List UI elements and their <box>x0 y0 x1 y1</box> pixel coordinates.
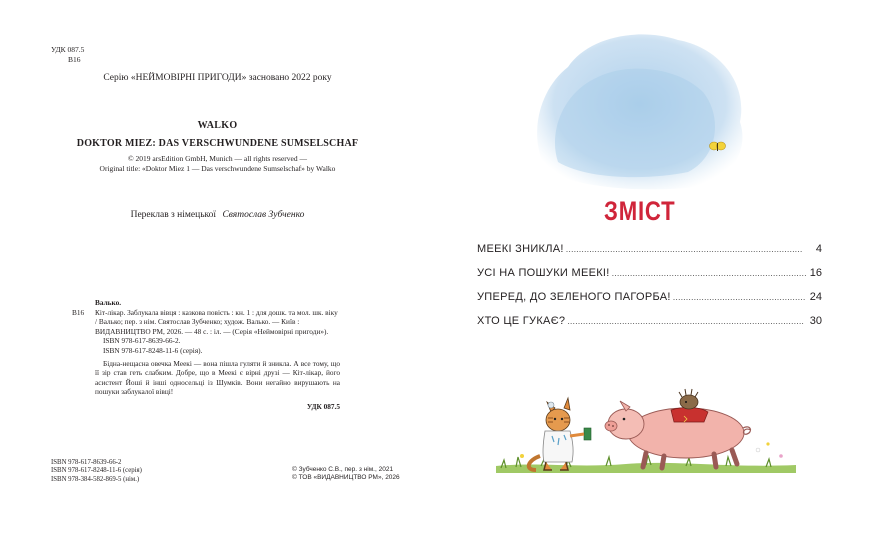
table-of-contents <box>477 241 822 337</box>
bbk-code: В16 <box>68 55 81 64</box>
copyright-line: © 2019 arsEdition GmbH, Munich — all rights reserved — <box>127 154 307 163</box>
meadow-illustration <box>496 378 801 478</box>
isbn-line: ISBN 978-384-582-869-5 (нім.) <box>51 475 140 483</box>
udk-code: УДК 087.5 <box>51 45 85 54</box>
toc-entry-page: 4 <box>815 243 822 255</box>
toc-entry-title: УСІ НА ПОШУКИ МЕЕКІ! <box>477 267 610 279</box>
toc-entry-page: 30 <box>809 315 822 327</box>
toc-entry[interactable] <box>477 313 822 337</box>
translator-name: Святослав Зубченко <box>222 210 305 220</box>
toc-leader-dots <box>567 313 806 329</box>
catalog-annotation: Бідна-нещасна овечка Меекі — вона пішла гуляти й зникла. А все тому, що її зір став геть слабким. Добре, що в Меекі є вірні друзі — Кіт-лікар, його асистент Йоші й інші односельці із Шумків. Вони негайно вирушають на пошуки заблукалої вівці! <box>95 358 340 397</box>
catalog-isbn: ISBN 978-617-8639-66-2. <box>103 336 181 346</box>
toc-entry-title: УПЕРЕД, ДО ЗЕЛЕНОГО ПАГОРБА! <box>477 291 671 303</box>
toc-leader-dots <box>612 265 806 281</box>
title-block <box>0 120 435 174</box>
original-title: DOKTOR MIEZ: DAS VERSCHWUNDENE SUMSELSCHAF <box>76 138 359 149</box>
toc-entry[interactable] <box>477 289 822 313</box>
catalog-record <box>72 298 340 412</box>
translator-line <box>0 210 435 220</box>
toc-entry[interactable] <box>477 241 822 265</box>
catalog-code: В16 <box>72 308 85 317</box>
author-name: WALKO <box>197 120 238 131</box>
cloud-illustration <box>528 22 753 192</box>
toc-entry-page: 24 <box>809 291 822 303</box>
toc-leader-dots <box>566 241 806 257</box>
copyright-notices <box>292 466 400 482</box>
catalog-udk: УДК 087.5 <box>306 401 340 411</box>
isbn-list <box>51 459 142 484</box>
pig-illustration <box>605 401 751 468</box>
toc-entry-title: МЕЕКІ ЗНИКЛА! <box>477 243 564 255</box>
butterfly-icon <box>709 140 727 154</box>
catalog-description: Кіт-лікар. Заблукала вівця : казкова повість : кн. 1 : для дошк. та мол. шк. віку / Валько; пер. з нім. Святослав Зубченко; худож. Валько. — Київ : ВИДАВНИЦТВО РМ, 2026. — 48 с. : іл. — (Серія «Неймовірні пригоди»). <box>95 307 338 336</box>
catalog-author: Валько. <box>95 298 122 307</box>
series-note: Серію «НЕЙМОВІРНІ ПРИГОДИ» засновано 2022 року <box>103 73 332 83</box>
catalog-isbn-series: ISBN 978-617-8248-11-6 (серія). <box>103 345 203 355</box>
contents-heading: ЗМІСТ <box>604 196 676 226</box>
toc-entry[interactable] <box>477 265 822 289</box>
toc-entry-title: ХТО ЦЕ ГУКАЄ? <box>477 315 566 327</box>
cat-doctor-illustration <box>529 398 591 470</box>
original-title-line: Original title: «Doktor Miez 1 — Das verschwundene Sumselschaf» by Walko <box>99 164 336 173</box>
copyright-notice: © ТОВ «ВИДАВНИЦТВО РМ», 2026 <box>292 474 400 482</box>
hedgehog-illustration <box>679 389 698 409</box>
isbn-line: ISBN 978-617-8639-66-2 <box>51 459 122 466</box>
isbn-line: ISBN 978-617-8248-11-6 (серія) <box>51 467 142 475</box>
translator-label: Переклав з німецької <box>130 210 217 220</box>
toc-entry-page: 16 <box>809 267 822 279</box>
udk-header <box>51 45 84 65</box>
toc-leader-dots <box>673 289 806 305</box>
copyright-notice: © Зубченко С.В., пер. з нім., 2021 <box>292 466 394 473</box>
